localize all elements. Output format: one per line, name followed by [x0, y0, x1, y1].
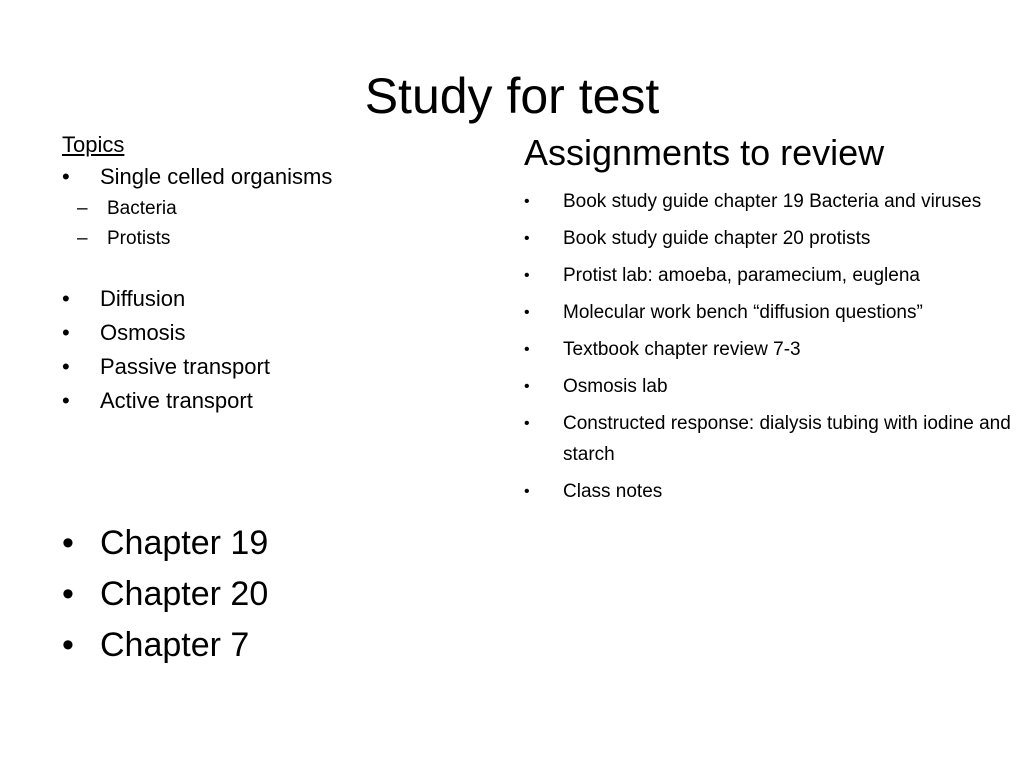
list-item [524, 334, 1014, 365]
list-item [524, 186, 1014, 217]
dash-icon: – [77, 228, 88, 249]
bullet-icon: • [524, 230, 530, 247]
bullet-icon: • [524, 415, 530, 432]
chapter-label: Chapter 20 [100, 575, 269, 613]
subtopic-label: Protists [107, 228, 171, 249]
assignment-label: Class notes [563, 481, 663, 502]
assignment-label: Textbook chapter review 7-3 [563, 339, 801, 360]
list-item [524, 223, 1014, 254]
topics-heading: Topics [62, 132, 125, 157]
bullet-icon: • [62, 388, 70, 413]
list-item [62, 518, 492, 569]
bullet-icon: • [524, 341, 530, 358]
bullet-icon: • [62, 320, 70, 345]
bullet-icon: • [524, 267, 530, 284]
chapter-label: Chapter 19 [100, 524, 269, 562]
bullet-icon: • [62, 524, 74, 562]
bullet-icon: • [524, 304, 530, 321]
chapter-label: Chapter 7 [100, 626, 250, 664]
slide-title: Study for test [364, 68, 660, 124]
topic-label: Passive transport [100, 354, 270, 379]
bullet-icon: • [524, 193, 530, 210]
list-item [62, 160, 492, 194]
list-item [62, 384, 492, 418]
topic-label: Active transport [100, 388, 253, 413]
chapters-list [62, 518, 492, 671]
bullet-icon: • [62, 286, 70, 311]
topic-label: Single celled organisms [100, 164, 333, 189]
topic-label: Diffusion [100, 286, 186, 311]
assignment-label: Protist lab: amoeba, paramecium, euglena [563, 265, 920, 286]
list-item [77, 224, 492, 254]
subtopic-label: Bacteria [107, 198, 177, 219]
bullet-icon: • [524, 483, 530, 500]
bullet-icon: • [62, 164, 70, 189]
list-item [524, 408, 1014, 470]
assignment-label: Book study guide chapter 20 protists [563, 228, 871, 249]
bullet-icon: • [62, 626, 74, 664]
dash-icon: – [77, 198, 88, 219]
list-item [524, 260, 1014, 291]
assignment-label: Osmosis lab [563, 376, 668, 397]
assignments-heading: Assignments to review [524, 132, 885, 173]
list-item [524, 476, 1014, 507]
topics-column [62, 130, 492, 671]
bullet-icon: • [524, 378, 530, 395]
list-item [62, 282, 492, 316]
list-item [62, 569, 492, 620]
assignment-label: Book study guide chapter 19 Bacteria and viruses [563, 191, 982, 212]
topics-list [62, 160, 492, 194]
list-item [524, 297, 1014, 328]
topics-list-2 [62, 282, 492, 418]
assignments-column [524, 130, 1014, 513]
subtopics-list [77, 194, 492, 254]
list-item [77, 194, 492, 224]
topic-label: Osmosis [100, 320, 186, 345]
assignment-label: Molecular work bench “diffusion questions” [563, 302, 923, 323]
bullet-icon: • [62, 575, 74, 613]
assignment-label: Constructed response: dialysis tubing with iodine and starch [563, 413, 1011, 465]
list-item [62, 316, 492, 350]
list-item [62, 350, 492, 384]
list-item [524, 371, 1014, 402]
bullet-icon: • [62, 354, 70, 379]
list-item [62, 620, 492, 671]
assignments-list [524, 186, 1014, 507]
